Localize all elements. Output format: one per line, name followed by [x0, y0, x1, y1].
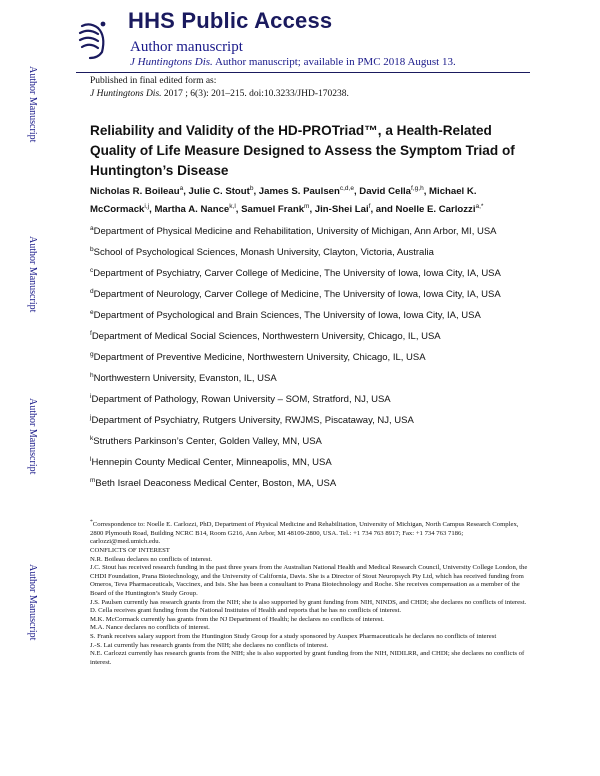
affiliation: [90, 477, 336, 489]
affiliation-sup: d: [90, 288, 94, 295]
affiliation-text: Department of Neurology, Carver College of Medicine, The University of Iowa, Iowa City, IA, USA: [93, 289, 501, 301]
author-and: and: [375, 204, 393, 216]
author-sup: m: [304, 203, 310, 211]
correspondence-text: Correspondence to: Noelle E. Carlozzi, PhD, Department of Physical Medicine and Rehabilitation, University of Michigan, North Campus Research Complex, 2800 Plymouth Road, Building NCRC B14, Room G216, Ann Arbor, MI 48109-2800, USA. Tel.: +1 734 763 8917; Fax: +1 734 763 7186; carlozzi@med.umich.edu.: [90, 521, 519, 546]
coi-statement: M.K. McCormack currently has grants from the NJ Department of Health; he declares no conflicts of interest.: [90, 615, 384, 623]
affiliation-sup: e: [90, 309, 94, 316]
affiliation-sup: c: [90, 267, 94, 274]
affiliation: [90, 435, 322, 447]
affiliation-sup: j: [90, 414, 92, 421]
author: Samuel Frank: [241, 204, 305, 216]
affiliation-sup: a: [90, 225, 94, 232]
published-form-label: Published in final edited form as:: [90, 76, 217, 86]
coi-heading: CONFLICTS OF INTEREST: [90, 547, 170, 555]
journal-availability-line: [130, 56, 456, 68]
coi-statement: D. Cella receives grant funding from the National Institutes of Health and reports that he has no conflicts of interest.: [90, 607, 402, 615]
side-label-author-manuscript-2: Author Manuscript: [27, 236, 38, 313]
author-sup: f,g,h: [411, 185, 424, 192]
affiliation: [90, 330, 441, 342]
availability-text: Author manuscript; available in PMC 2018 August 13.: [214, 56, 456, 68]
hhs-public-access-title: HHS Public Access: [128, 8, 333, 33]
author-sup: k,l: [229, 203, 236, 211]
affiliation: [90, 267, 501, 279]
affiliation-text: Department of Psychological and Brain Sciences, The University of Iowa, Iowa City, IA, USA: [93, 310, 481, 322]
article-title: Reliability and Validity of the HD-PROTriad™, a Health-Related Quality of Life Measure Designed to Assess the Symptom Triad of Huntington’s Disease: [90, 123, 515, 178]
correspondence-mark: *: [90, 519, 93, 525]
affiliation-text: Department of Physical Medicine and Rehabilitation, University of Michigan, Ann Arbor, MI, USA: [93, 226, 497, 238]
affiliation-sup: g: [90, 351, 94, 358]
affiliation: [90, 414, 414, 426]
affiliation-text: Department of Psychiatry, Rutgers University, RWJMS, Piscataway, NJ, USA: [91, 415, 414, 427]
affiliation: [90, 246, 434, 258]
affiliation: [90, 309, 481, 321]
author-sup: a,*: [475, 203, 484, 211]
author: David Cella: [359, 186, 412, 198]
affiliation-text: Hennepin County Medical Center, Minneapolis, MN, USA: [91, 457, 332, 469]
author-list: Nicholas R. Boileau$^a$, Julie C. Stout$^b$, James S. Paulsen$^{c,d,e}$, David Cella$^{f,g,h}$, Michael K. McCormack$^{i,j}$, Martha A. Nance$^{k,l}$, Samuel Frank$^m$, Jin-Shei Lai$^f$, and Noelle E. Carlozzi$^{a,*}$: [90, 185, 484, 216]
author-sup: i,j: [144, 203, 150, 211]
hhs-eagle-logo: [76, 14, 116, 64]
citation-journal: J Huntingtons Dis.: [90, 89, 162, 99]
coi-statement: N.E. Carlozzi currently has research grants from the NIH; she is also supported by grant funding from the NIH, NIDILRR, and CHDI; she declares no conflicts of interest.: [90, 650, 525, 666]
footnotes: [90, 518, 530, 667]
affiliation-sup: i: [90, 393, 92, 400]
author: Noelle E. Carlozzi: [395, 204, 476, 216]
author-sup: a: [179, 185, 184, 192]
author: Nicholas R. Boileau: [90, 186, 180, 198]
coi-statement: J.S. Paulsen currently has research grants from the NIH; she is also supported by grant funding from NIH, NINDS, and CHDI; she declares no conflicts of interest.: [90, 598, 527, 606]
affiliation-sup: b: [90, 246, 94, 253]
affiliation: [90, 351, 426, 363]
affiliation: [90, 288, 501, 300]
journal-abbrev: J Huntingtons Dis.: [130, 56, 213, 68]
citation-details: 2017 ; 6(3): 201–215. doi:10.3233/JHD-170238.: [163, 89, 349, 99]
coi-statement: S. Frank receives salary support from the Huntington Study Group for a study sponsored by Auspex Pharmaceuticals he declares no conflicts of interest: [90, 632, 497, 640]
header-rule: [76, 72, 530, 73]
affiliation-text: Beth Israel Deaconess Medical Center, Boston, MA, USA: [95, 478, 337, 490]
affiliation-text: Department of Pathology, Rowan University – SOM, Stratford, NJ, USA: [91, 394, 391, 406]
correspondence-note: [90, 518, 530, 547]
affiliation-text: School of Psychological Sciences, Monash University, Clayton, Victoria, Australia: [93, 247, 434, 259]
side-label-author-manuscript-3: Author Manuscript: [27, 398, 38, 475]
affiliation-text: Department of Preventive Medicine, Northwestern University, Chicago, IL, USA: [93, 352, 426, 364]
affiliation-sup: h: [90, 372, 94, 379]
affiliation-text: Department of Medical Social Sciences, Northwestern University, Chicago, IL, USA: [91, 331, 441, 343]
author-sup: c,d,e: [339, 185, 354, 192]
author: Jin-Shei Lai: [314, 204, 369, 216]
affiliation-text: Department of Psychiatry, Carver College of Medicine, The University of Iowa, Iowa City, IA, USA: [93, 268, 501, 280]
affiliation-sup: k: [90, 435, 94, 442]
coi-statement: M.A. Nance declares no conflicts of interest.: [90, 624, 210, 632]
author-sup: f: [368, 203, 371, 211]
author: Martha A. Nance: [154, 204, 230, 216]
affiliation: [90, 372, 277, 384]
affiliation: [90, 393, 391, 405]
coi-statement: J.-S. Lai currently has research grants from the NIH; she declares no conflicts of interest.: [90, 641, 329, 649]
coi-statement: J.C. Stout has received research funding in the past three years from the Australian National Health and Medical Research Council, University College London, the CHDI Foundation, Prana Biotechnology, and the University of California, Davis. She is a Director of Stout Neuropsych Pty Ltd, which has received funding from Omeros, Teva Pharmaceuticals, Vaccinex, and Isis. She has been a consultant to Prana Biotechnology and Roche. She receives compensation as a member of the Board of the Huntington’s Study Group.: [90, 564, 528, 597]
affiliation-sup: m: [90, 477, 96, 484]
affiliation-text: Northwestern University, Evanston, IL, USA: [93, 373, 277, 385]
author-sup: b: [249, 185, 254, 192]
affiliation: [90, 225, 497, 237]
affiliation-text: Struthers Parkinson’s Center, Golden Valley, MN, USA: [93, 436, 322, 448]
author: James S. Paulsen: [258, 186, 340, 198]
author-manuscript-label: Author manuscript: [130, 39, 243, 55]
coi-statement: N.R. Boileau declares no conflicts of interest.: [90, 555, 213, 563]
affiliation-sup: l: [90, 456, 92, 463]
affiliation: [90, 456, 332, 468]
affiliation-sup: f: [90, 330, 92, 337]
author: Michael K. McCormack: [90, 186, 477, 216]
side-label-author-manuscript-1: Author Manuscript: [27, 66, 38, 143]
side-label-author-manuscript-4: Author Manuscript: [27, 564, 38, 641]
author: Julie C. Stout: [188, 186, 250, 198]
citation-line: [90, 89, 349, 99]
